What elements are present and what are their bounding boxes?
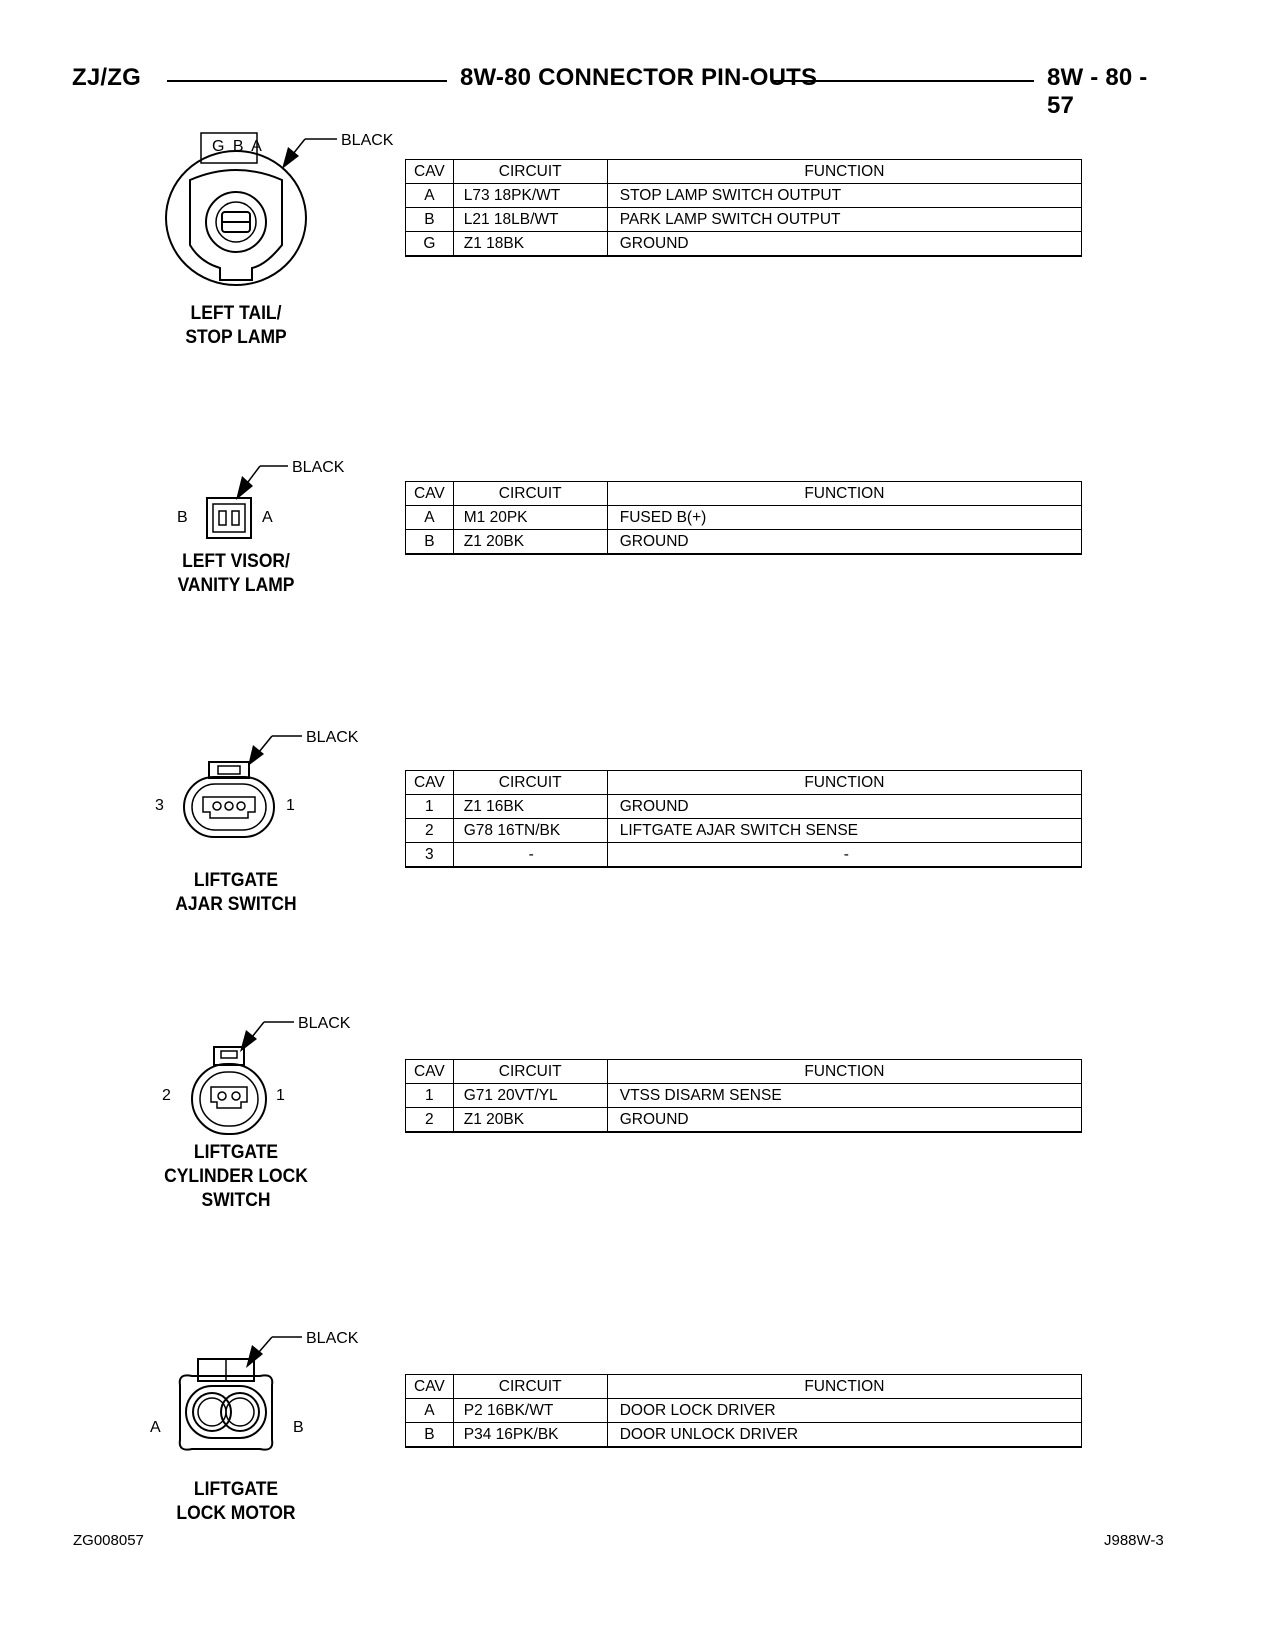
connector-color: BLACK (306, 729, 359, 746)
pin-label-left: A (150, 1419, 161, 1436)
pin-label-right: 1 (286, 797, 295, 814)
pin-label-left: B (177, 509, 188, 526)
pin-label-right: A (262, 509, 273, 526)
table-header-row: CAV CIRCUIT FUNCTION (406, 482, 1082, 506)
section-title: 8W-80 CONNECTOR PIN-OUTS (460, 64, 818, 91)
pinout-table (405, 770, 1082, 868)
table-row: B Z1 20BK GROUND (406, 530, 1082, 555)
table-row: B L21 18LB/WT PARK LAMP SWITCH OUTPUT (406, 208, 1082, 232)
table-row: G Z1 18BK GROUND (406, 232, 1082, 257)
figure-code: ZG008057 (73, 1532, 144, 1549)
connector-color: BLACK (298, 1015, 351, 1032)
connector-name: LIFTGATE AJAR SWITCH (175, 870, 297, 915)
table-row: 2 G78 16TN/BK LIFTGATE AJAR SWITCH SENSE (406, 819, 1082, 843)
page-number: 8W - 80 - 57 (1047, 64, 1148, 119)
pin-label-left: 3 (155, 797, 164, 814)
document-code: J988W-3 (1104, 1532, 1164, 1549)
table-row: 1 Z1 16BK GROUND (406, 795, 1082, 819)
table-header-row: CAV CIRCUIT FUNCTION (406, 1375, 1082, 1399)
table-row: A P2 16BK/WT DOOR LOCK DRIVER (406, 1399, 1082, 1423)
pinout-table (405, 481, 1082, 555)
header-rule-right (772, 80, 1034, 82)
table-row: 3 - - (406, 843, 1082, 868)
connector-name: LIFTGATE LOCK MOTOR (176, 1479, 296, 1524)
pinout-table (405, 1374, 1082, 1448)
table-header-row: CAV CIRCUIT FUNCTION (406, 1060, 1082, 1084)
table-row: A M1 20PK FUSED B(+) (406, 506, 1082, 530)
pin-label-right: B (293, 1419, 304, 1436)
pinout-table (405, 159, 1082, 257)
connector-name: LIFTGATE CYLINDER LOCK SWITCH (164, 1142, 308, 1211)
table-header-row: CAV CIRCUIT FUNCTION (406, 160, 1082, 184)
connector-color: BLACK (341, 132, 394, 149)
pinout-table (405, 1059, 1082, 1133)
table-row: 2 Z1 20BK GROUND (406, 1108, 1082, 1133)
pin-label-left: 2 (162, 1087, 171, 1104)
connector-color: BLACK (306, 1330, 359, 1347)
motor-connector-drawing (0, 0, 400, 1520)
table-row: 1 G71 20VT/YL VTSS DISARM SENSE (406, 1084, 1082, 1108)
connector-color: BLACK (292, 459, 345, 476)
connector-name: LEFT VISOR/ VANITY LAMP (177, 551, 295, 596)
table-row: B P34 16PK/BK DOOR UNLOCK DRIVER (406, 1423, 1082, 1448)
pin-label-right: 1 (276, 1087, 285, 1104)
connector-name: LEFT TAIL/ STOP LAMP (185, 303, 287, 348)
table-header-row: CAV CIRCUIT FUNCTION (406, 771, 1082, 795)
cavity-face-label: G B A (212, 138, 264, 155)
table-row: A L73 18PK/WT STOP LAMP SWITCH OUTPUT (406, 184, 1082, 208)
vehicle-code: ZJ/ZG (72, 64, 142, 91)
